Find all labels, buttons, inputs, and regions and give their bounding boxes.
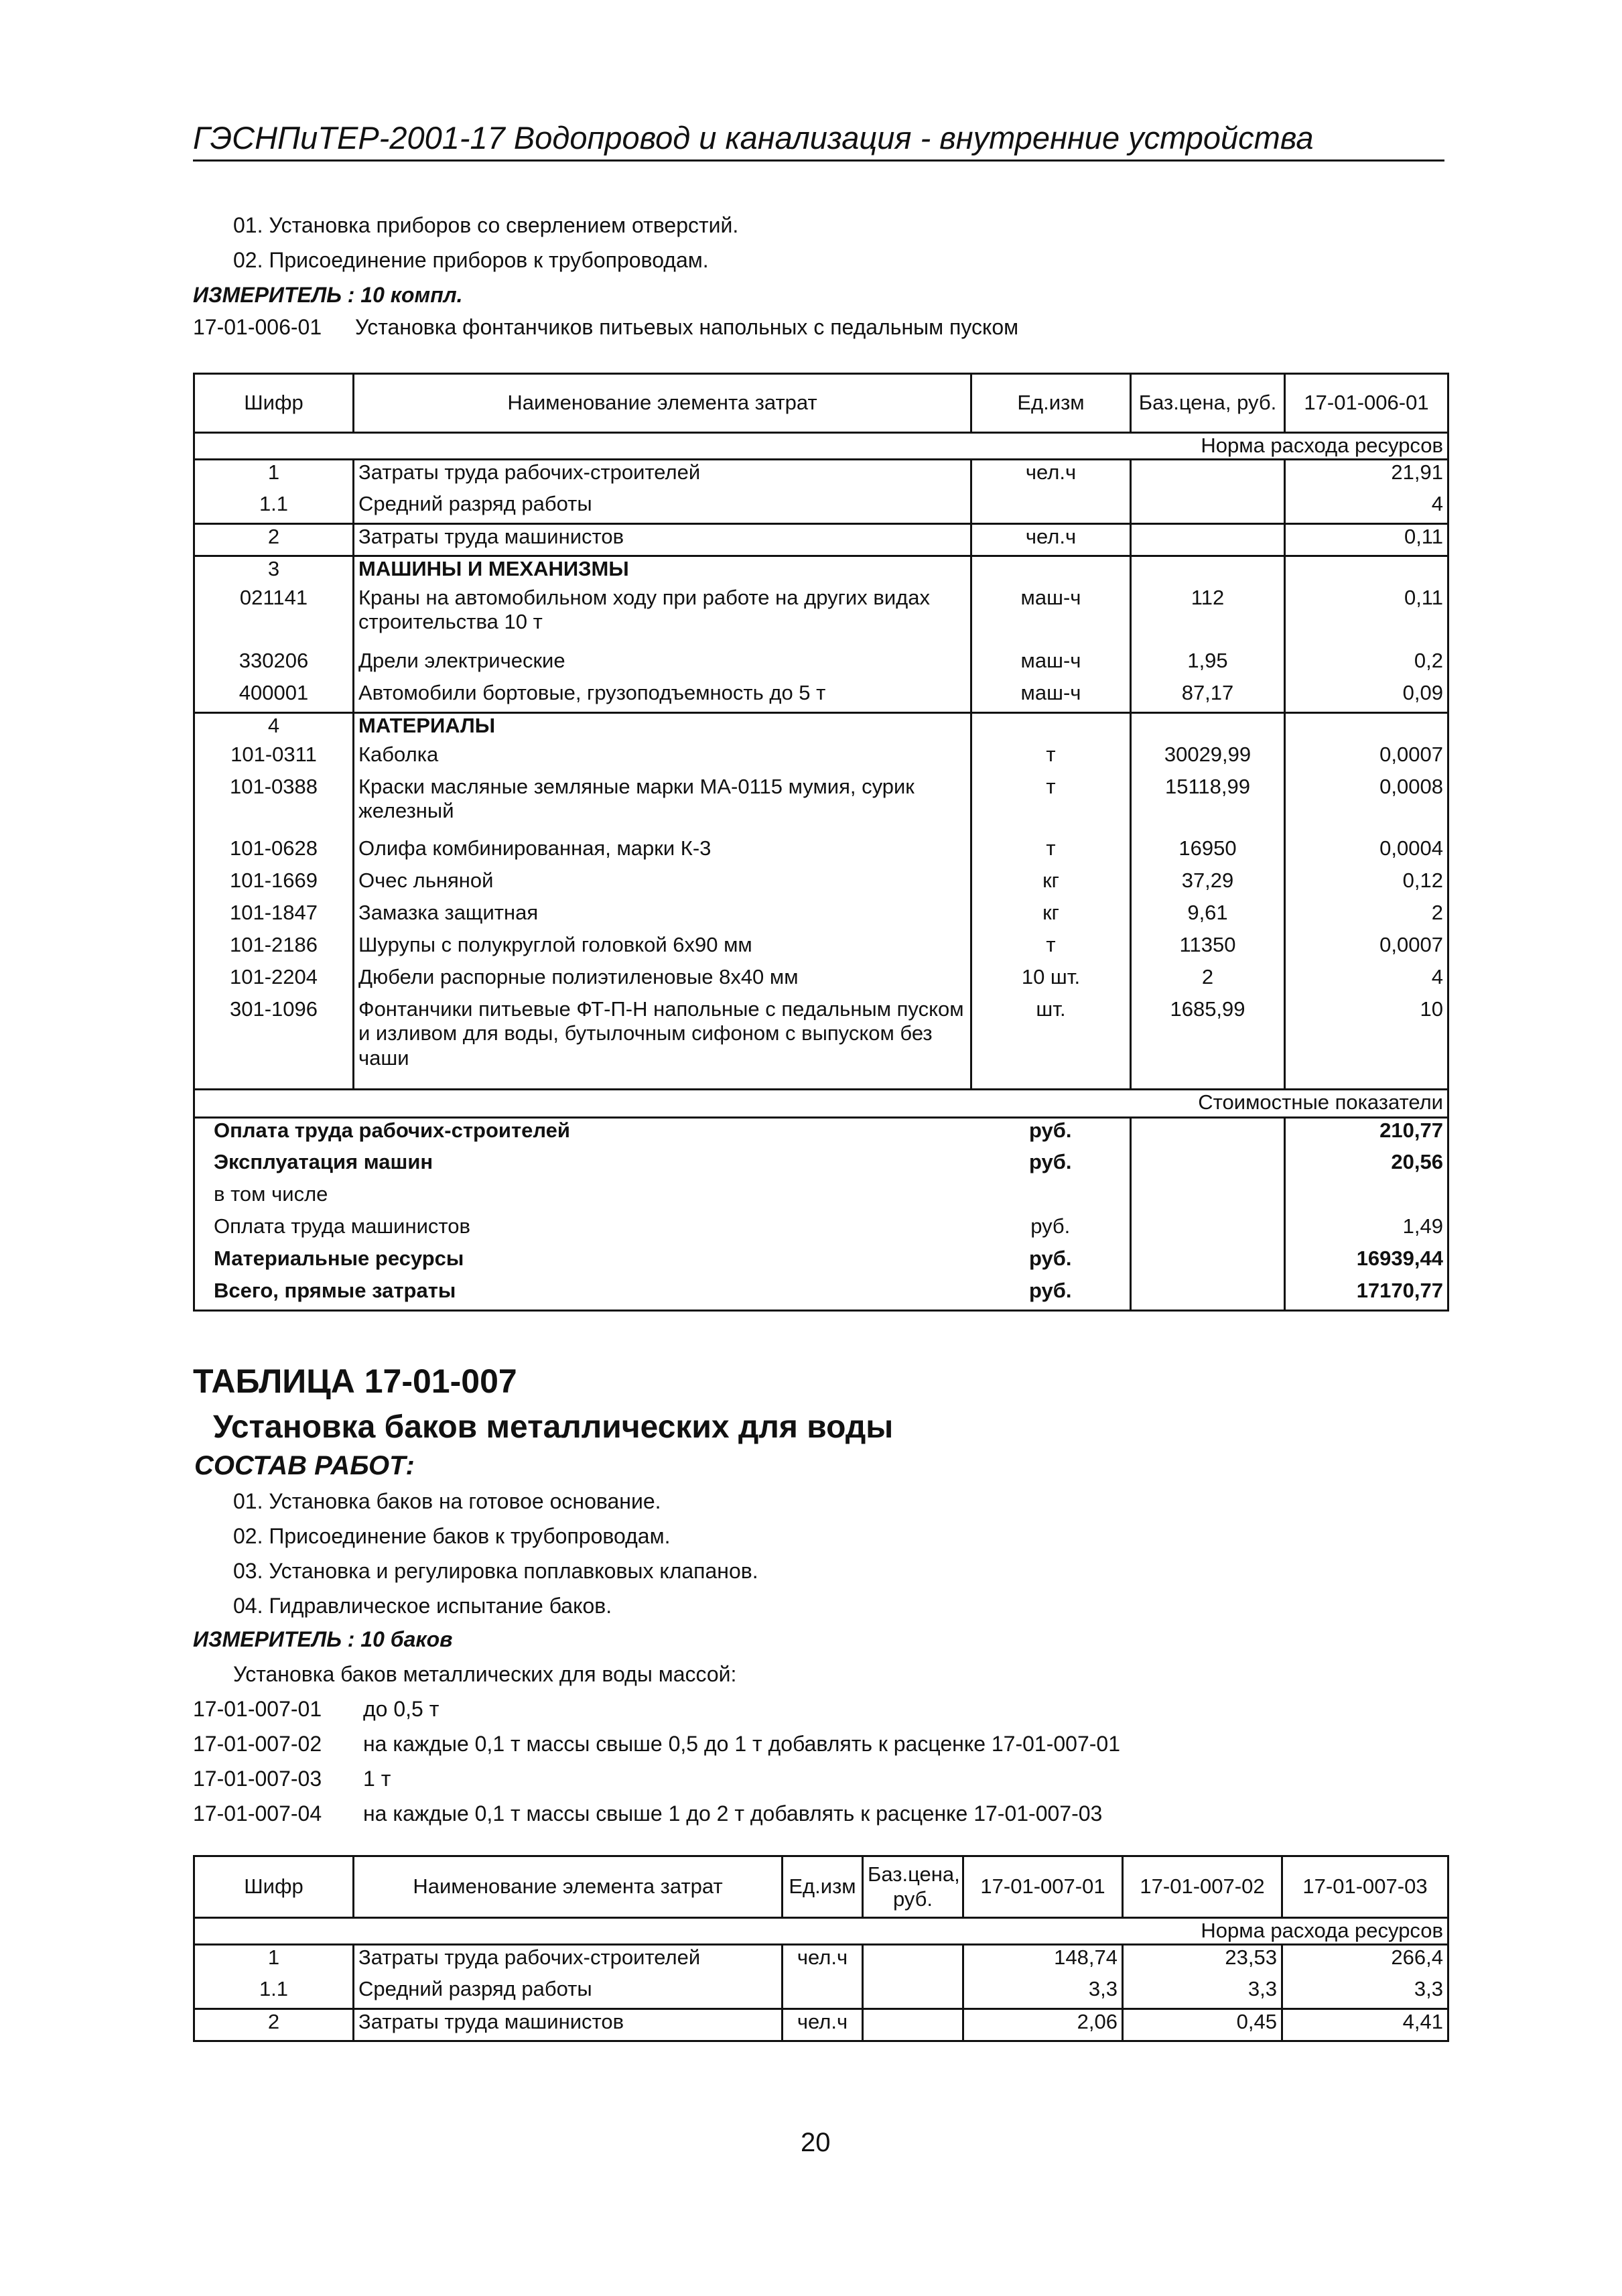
rate-description: на каждые 0,1 т массы свыше 1 до 2 т добавлять к расценке 17-01-007-03 [363, 1801, 1103, 1826]
cost-value: 210,77 [1285, 1118, 1448, 1150]
cell-unit: т [971, 836, 1131, 869]
cell-value: 0,12 [1285, 869, 1448, 901]
norm-label-row [194, 433, 1448, 460]
table-row [194, 775, 1448, 836]
table-row [194, 1977, 1448, 2009]
section-subtitle: Установка баков металлических для воды [213, 1409, 894, 1445]
cell-value-2: 3,3 [1123, 1977, 1282, 2009]
rate-description: Установка фонтанчиков питьевых напольных с педальным пуском [355, 315, 1019, 339]
norm-label-row [194, 1918, 1448, 1945]
cell-name: Средний разряд работы [354, 1977, 783, 2009]
cell-value-1: 2,06 [963, 2009, 1123, 2041]
cost-name: Материальные ресурсы [194, 1247, 971, 1279]
cell-code: 301-1096 [194, 997, 354, 1090]
cell-value-3: 3,3 [1282, 1977, 1448, 2009]
col-header-unit: Ед.изм [971, 374, 1131, 433]
cell-name: Автомобили бортовые, грузоподъемность до 5 т [354, 681, 971, 713]
rate-description: на каждые 0,1 т массы свыше 0,5 до 1 т добавлять к расценке 17-01-007-01 [363, 1732, 1121, 1756]
cost-name: Оплата труда машинистов [194, 1214, 971, 1247]
cost-unit: руб. [971, 1279, 1131, 1311]
cell-unit: маш-ч [971, 649, 1131, 681]
cell-unit: чел.ч [783, 2009, 863, 2041]
cost-unit: руб. [971, 1150, 1131, 1182]
cost-row [194, 1247, 1448, 1279]
cell-name: Дюбели распорные полиэтиленовые 8х40 мм [354, 965, 971, 997]
cell-unit [783, 1977, 863, 2009]
rate-description: 1 т [363, 1767, 391, 1791]
col-header-name: Наименование элемента затрат [354, 374, 971, 433]
cell-name: Затраты труда рабочих-строителей [354, 1945, 783, 1977]
section-row-machines [194, 556, 1448, 586]
cell-name: Средний разряд работы [354, 492, 971, 524]
meter-label: ИЗМЕРИТЕЛЬ : 10 компл. [193, 283, 463, 307]
cost-unit: руб. [971, 1118, 1131, 1150]
col-header-rate: 17-01-006-01 [1285, 374, 1448, 433]
cell-price: 1,95 [1131, 649, 1285, 681]
cell-price: 1685,99 [1131, 997, 1285, 1090]
cell-code: 1 [194, 460, 354, 492]
cell-value [1285, 556, 1448, 586]
rate-code: 17-01-007-04 [193, 1801, 322, 1826]
meter-label: ИЗМЕРИТЕЛЬ : 10 баков [193, 1627, 453, 1651]
work-item: 01. Установка приборов со сверлением отверстий. [233, 213, 739, 237]
cell-code: 330206 [194, 649, 354, 681]
cell-name: Краны на автомобильном ходу при работе на других видах строительства 10 т [354, 586, 971, 649]
cell-name: Фонтанчики питьевые ФТ-П-Н напольные с педальным пуском и изливом для воды, бутылочным сифоном с выпуском без чаши [354, 997, 971, 1090]
cell-price [863, 1977, 963, 2009]
works-label: СОСТАВ РАБОТ: [194, 1451, 415, 1480]
cell-code: 101-2186 [194, 933, 354, 965]
cell-price [1131, 524, 1285, 556]
cell-value: 0,11 [1285, 524, 1448, 556]
col-header-code: Шифр [194, 374, 354, 433]
cell-name: МАШИНЫ И МЕХАНИЗМЫ [354, 556, 971, 586]
col-header-rate-3: 17-01-007-03 [1282, 1856, 1448, 1918]
cell-unit: чел.ч [783, 1945, 863, 1977]
col-header-price: Баз.цена, руб. [1131, 374, 1285, 433]
cell-unit: т [971, 775, 1131, 836]
page-number: 20 [801, 2128, 831, 2157]
cell-value: 4 [1285, 965, 1448, 997]
cell-price: 9,61 [1131, 901, 1285, 933]
col-header-unit: Ед.изм [783, 1856, 863, 1918]
resource-table-17-01-007 [193, 1855, 1449, 2042]
table-header-row [194, 374, 1448, 433]
table-row [194, 836, 1448, 869]
cell-value: 0,0007 [1285, 933, 1448, 965]
cell-unit: кг [971, 901, 1131, 933]
section-row-materials [194, 713, 1448, 743]
table-row [194, 586, 1448, 649]
cell-unit: маш-ч [971, 586, 1131, 649]
cost-row [194, 1214, 1448, 1247]
cell-code: 101-0388 [194, 775, 354, 836]
cell-price [1131, 713, 1285, 743]
cell-name: Затраты труда машинистов [354, 2009, 783, 2041]
rate-code: 17-01-007-01 [193, 1697, 322, 1721]
table-row [194, 2009, 1448, 2041]
rate-code: 17-01-007-03 [193, 1767, 322, 1791]
cost-row [194, 1182, 1448, 1214]
table-row [194, 965, 1448, 997]
cost-name: Оплата труда рабочих-строителей [194, 1118, 971, 1150]
work-item: 03. Установка и регулировка поплавковых клапанов. [233, 1559, 758, 1583]
cell-unit: 10 шт. [971, 965, 1131, 997]
cell-name: Затраты труда рабочих-строителей [354, 460, 971, 492]
work-item: 01. Установка баков на готовое основание. [233, 1489, 661, 1513]
cell-name: Шурупы с полукруглой головкой 6х90 мм [354, 933, 971, 965]
cell-value: 10 [1285, 997, 1448, 1090]
running-header: ГЭСНПиТЕР-2001-17 Водопровод и канализация - внутренние устройства [193, 120, 1314, 155]
cell-value: 4 [1285, 492, 1448, 524]
cost-row [194, 1279, 1448, 1311]
table-title: ТАБЛИЦА 17-01-007 [193, 1362, 517, 1400]
cell-price [863, 1945, 963, 1977]
cell-value: 0,2 [1285, 649, 1448, 681]
work-item: 04. Гидравлическое испытание баков. [233, 1594, 612, 1618]
cell-value-3: 4,41 [1282, 2009, 1448, 2041]
cell-value: 21,91 [1285, 460, 1448, 492]
rate-code: 17-01-006-01 [193, 315, 322, 339]
cost-name: Всего, прямые затраты [194, 1279, 971, 1311]
cost-row [194, 1150, 1448, 1182]
cell-name: Каболка [354, 743, 971, 775]
cell-price [1131, 460, 1285, 492]
cell-price: 87,17 [1131, 681, 1285, 713]
cost-row [194, 1118, 1448, 1150]
cell-value: 0,0007 [1285, 743, 1448, 775]
cell-unit [971, 492, 1131, 524]
table-row [194, 460, 1448, 492]
cost-unit: руб. [971, 1214, 1131, 1247]
table-row [194, 524, 1448, 556]
cell-value-3: 266,4 [1282, 1945, 1448, 1977]
cost-name: в том числе [194, 1182, 971, 1214]
cell-value: 0,0004 [1285, 836, 1448, 869]
cell-code: 101-0628 [194, 836, 354, 869]
cost-value: 16939,44 [1285, 1247, 1448, 1279]
cell-code: 400001 [194, 681, 354, 713]
cell-name: МАТЕРИАЛЫ [354, 713, 971, 743]
cell-code: 021141 [194, 586, 354, 649]
col-header-name: Наименование элемента затрат [354, 1856, 783, 1918]
table-row [194, 869, 1448, 901]
table-row [194, 492, 1448, 524]
cell-value: 0,11 [1285, 586, 1448, 649]
cost-label-row [194, 1090, 1448, 1118]
cost-value: 1,49 [1285, 1214, 1448, 1247]
resource-table-17-01-006 [193, 373, 1449, 1312]
cell-unit: кг [971, 869, 1131, 901]
table-row [194, 933, 1448, 965]
cell-value-1: 3,3 [963, 1977, 1123, 2009]
col-header-rate-2: 17-01-007-02 [1123, 1856, 1282, 1918]
cost-name: Эксплуатация машин [194, 1150, 971, 1182]
cost-value [1285, 1182, 1448, 1214]
cost-value: 20,56 [1285, 1150, 1448, 1182]
cell-value: 0,09 [1285, 681, 1448, 713]
table-row [194, 743, 1448, 775]
cell-unit: маш-ч [971, 681, 1131, 713]
cell-name: Олифа комбинированная, марки К-3 [354, 836, 971, 869]
work-item: 02. Присоединение приборов к трубопроводам. [233, 248, 709, 272]
cell-price [1131, 556, 1285, 586]
weights-intro: Установка баков металлических для воды массой: [233, 1662, 737, 1686]
cell-code: 101-2204 [194, 965, 354, 997]
cell-name: Очес льняной [354, 869, 971, 901]
cell-code: 101-1669 [194, 869, 354, 901]
col-header-rate-1: 17-01-007-01 [963, 1856, 1123, 1918]
cell-price [1131, 492, 1285, 524]
cell-unit: чел.ч [971, 460, 1131, 492]
cell-unit: чел.ч [971, 524, 1131, 556]
cell-code: 1.1 [194, 1977, 354, 2009]
cell-value: 2 [1285, 901, 1448, 933]
cell-price [863, 2009, 963, 2041]
cell-code: 1 [194, 1945, 354, 1977]
cell-price: 11350 [1131, 933, 1285, 965]
header-rule [193, 160, 1444, 162]
cell-name: Затраты труда машинистов [354, 524, 971, 556]
cell-code: 101-1847 [194, 901, 354, 933]
cost-value: 17170,77 [1285, 1279, 1448, 1311]
cell-value-2: 0,45 [1123, 2009, 1282, 2041]
cell-price: 15118,99 [1131, 775, 1285, 836]
cell-code: 1.1 [194, 492, 354, 524]
cell-price: 2 [1131, 965, 1285, 997]
cell-price: 37,29 [1131, 869, 1285, 901]
table-row [194, 997, 1448, 1090]
cell-value-1: 148,74 [963, 1945, 1123, 1977]
col-header-price: Баз.цена, руб. [863, 1856, 963, 1918]
table-row [194, 1945, 1448, 1977]
table-row [194, 681, 1448, 713]
work-item: 02. Присоединение баков к трубопроводам. [233, 1524, 671, 1548]
cell-code: 3 [194, 556, 354, 586]
cost-label: Стоимостные показатели [194, 1090, 1448, 1118]
cell-unit: т [971, 743, 1131, 775]
cell-value: 0,0008 [1285, 775, 1448, 836]
cell-price: 30029,99 [1131, 743, 1285, 775]
cell-code: 2 [194, 524, 354, 556]
cell-unit: т [971, 933, 1131, 965]
cell-code: 2 [194, 2009, 354, 2041]
rate-code: 17-01-007-02 [193, 1732, 322, 1756]
cell-code: 101-0311 [194, 743, 354, 775]
col-header-code: Шифр [194, 1856, 354, 1918]
cell-unit: шт. [971, 997, 1131, 1090]
table-header-row [194, 1856, 1448, 1918]
rate-description: до 0,5 т [363, 1697, 440, 1721]
cell-code: 4 [194, 713, 354, 743]
cell-value [1285, 713, 1448, 743]
cell-price: 112 [1131, 586, 1285, 649]
cell-name: Краски масляные земляные марки МА-0115 мумия, сурик железный [354, 775, 971, 836]
cost-unit [971, 1182, 1131, 1214]
cell-unit [971, 713, 1131, 743]
cell-price: 16950 [1131, 836, 1285, 869]
cost-unit: руб. [971, 1247, 1131, 1279]
cell-value-2: 23,53 [1123, 1945, 1282, 1977]
table-row [194, 649, 1448, 681]
norm-label: Норма расхода ресурсов [194, 1918, 1448, 1945]
cell-unit [971, 556, 1131, 586]
cell-name: Замазка защитная [354, 901, 971, 933]
norm-label: Норма расхода ресурсов [194, 433, 1448, 460]
cell-name: Дрели электрические [354, 649, 971, 681]
table-row [194, 901, 1448, 933]
